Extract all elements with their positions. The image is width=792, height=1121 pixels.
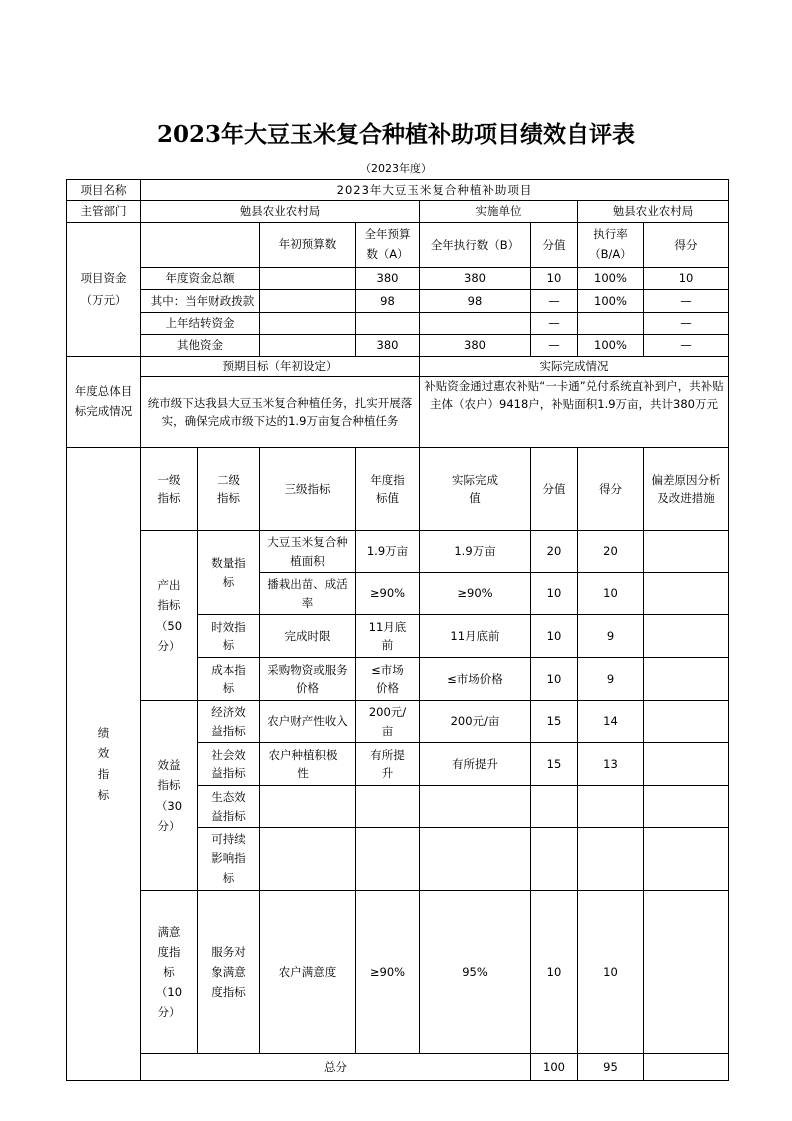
goal-actual: 补贴资金通过惠农补贴“一卡通”兑付系统直补到户，共补贴主体（农户）9418户，补贴面积1.9万亩，共计380万元 xyxy=(420,377,729,448)
empty-cell xyxy=(260,786,356,828)
perf-label xyxy=(67,448,141,1081)
funds-row-exec: 98 xyxy=(420,290,531,313)
funds-row-annual: 380 xyxy=(356,335,420,357)
perf-header-actual: 实际完成值 xyxy=(420,448,531,531)
benefit-social: 社会效益指标 xyxy=(198,743,260,786)
indicator-actual: 200元/亩 xyxy=(420,701,531,743)
benefit-ecological: 生态效益指标 xyxy=(198,786,260,828)
indicator-target: 有所提升 xyxy=(356,743,420,786)
goal-expected-label: 预期目标（年初设定） xyxy=(141,357,420,377)
funds-row-annual: 98 xyxy=(356,290,420,313)
funds-row-initial xyxy=(260,268,356,290)
funds-row-score: — xyxy=(644,313,729,335)
indicator-score: 10 xyxy=(578,573,644,615)
satisfaction-l1: 满意度指标（10分） xyxy=(141,891,198,1054)
impl-label: 实施单位 xyxy=(420,201,578,223)
indicator-actual: ≥90% xyxy=(420,573,531,615)
funds-row-rate xyxy=(578,313,644,335)
perf-header-value: 分值 xyxy=(531,448,578,531)
indicator-score: 10 xyxy=(578,891,644,1054)
indicator-score: 13 xyxy=(578,743,644,786)
indicator-score: 14 xyxy=(578,701,644,743)
empty-cell xyxy=(578,828,644,891)
total-label: 总分 xyxy=(141,1054,531,1081)
funds-header-score-value: 分值 xyxy=(531,223,578,268)
funds-row-name: 年度资金总额 xyxy=(141,268,260,290)
indicator-target: 1.9万亩 xyxy=(356,531,420,573)
output-l1: 产出指标（50分） xyxy=(141,531,198,701)
indicator-actual: 95% xyxy=(420,891,531,1054)
indicator-value: 15 xyxy=(531,701,578,743)
funds-label: 项目资金（万元） xyxy=(67,223,141,357)
indicator-name: 完成时限 xyxy=(260,615,356,658)
funds-row-annual xyxy=(356,313,420,335)
total-remark xyxy=(644,1054,729,1081)
perf-label-text: 绩效指标 xyxy=(97,725,110,802)
evaluation-table xyxy=(66,179,729,1081)
goal-expected: 统市级下达我县大豆玉米复合种植任务，扎实开展落实，确保完成市级下达的1.9万亩复合种植任务 xyxy=(141,377,420,448)
perf-header-l3: 三级指标 xyxy=(260,448,356,531)
empty-cell xyxy=(644,786,729,828)
funds-row-score: — xyxy=(644,290,729,313)
funds-header-blank xyxy=(141,223,260,268)
funds-row-score: — xyxy=(644,335,729,357)
empty-cell xyxy=(578,786,644,828)
indicator-value: 10 xyxy=(531,658,578,701)
empty-cell xyxy=(356,828,420,891)
funds-row-name: 其他资金 xyxy=(141,335,260,357)
indicator-actual: ≤市场价格 xyxy=(420,658,531,701)
empty-cell xyxy=(644,828,729,891)
indicator-name: 农户满意度 xyxy=(260,891,356,1054)
empty-cell xyxy=(531,786,578,828)
satisfaction-l2: 服务对象满意度指标 xyxy=(198,891,260,1054)
empty-cell xyxy=(531,828,578,891)
funds-row-rate: 100% xyxy=(578,268,644,290)
output-quantity: 数量指标 xyxy=(198,531,260,615)
project-name-label: 项目名称 xyxy=(67,180,141,201)
perf-header-target: 年度指标值 xyxy=(356,448,420,531)
indicator-value: 10 xyxy=(531,615,578,658)
funds-header-annual: 全年预算数（A） xyxy=(356,223,420,268)
indicator-score: 9 xyxy=(578,615,644,658)
indicator-target: 200元/亩 xyxy=(356,701,420,743)
benefit-economic: 经济效益指标 xyxy=(198,701,260,743)
page-title: 2023年大豆玉米复合种植补助项目绩效自评表 xyxy=(156,121,635,148)
funds-row-name: 上年结转资金 xyxy=(141,313,260,335)
funds-row-score-value: — xyxy=(531,290,578,313)
funds-row-exec: 380 xyxy=(420,268,531,290)
indicator-name: 大豆玉米复合种植面积 xyxy=(260,531,356,573)
total-value: 100 xyxy=(531,1054,578,1081)
goal-actual-label: 实际完成情况 xyxy=(420,357,729,377)
indicator-target: 11月底前 xyxy=(356,615,420,658)
indicator-name: 农户财产性收入 xyxy=(260,701,356,743)
impl-value: 勉县农业农村局 xyxy=(578,201,729,223)
indicator-name: 采购物资或服务价格 xyxy=(260,658,356,701)
indicator-remark xyxy=(644,573,729,615)
funds-row-exec: 380 xyxy=(420,335,531,357)
indicator-value: 20 xyxy=(531,531,578,573)
funds-row-initial xyxy=(260,290,356,313)
funds-header-score: 得分 xyxy=(644,223,729,268)
output-cost: 成本指标 xyxy=(198,658,260,701)
empty-cell xyxy=(260,828,356,891)
indicator-name: 播栽出苗、成活率 xyxy=(260,573,356,615)
benefit-l1: 效益指标（30分） xyxy=(141,701,198,891)
indicator-remark xyxy=(644,701,729,743)
indicator-target: ≥90% xyxy=(356,573,420,615)
funds-row-score-value: — xyxy=(531,335,578,357)
indicator-value: 10 xyxy=(531,891,578,1054)
indicator-actual: 有所提升 xyxy=(420,743,531,786)
funds-row-score-value: — xyxy=(531,313,578,335)
empty-cell xyxy=(420,786,531,828)
indicator-value: 10 xyxy=(531,573,578,615)
funds-row-initial xyxy=(260,313,356,335)
funds-row-score: 10 xyxy=(644,268,729,290)
benefit-sustainable: 可持续影响指标 xyxy=(198,828,260,891)
funds-row-initial xyxy=(260,335,356,357)
indicator-target: ≥90% xyxy=(356,891,420,1054)
funds-header-rate: 执行率（B/A） xyxy=(578,223,644,268)
indicator-name: 农户种植积极性 xyxy=(260,743,356,786)
perf-header-l2: 二级指标 xyxy=(198,448,260,531)
indicator-target: ≤市场价格 xyxy=(356,658,420,701)
indicator-score: 9 xyxy=(578,658,644,701)
funds-row-score-value: 10 xyxy=(531,268,578,290)
total-score: 95 xyxy=(578,1054,644,1081)
indicator-value: 15 xyxy=(531,743,578,786)
perf-header-l1: 一级指标 xyxy=(141,448,198,531)
funds-header-exec: 全年执行数（B） xyxy=(420,223,531,268)
indicator-remark xyxy=(644,743,729,786)
page-subtitle: （2023年度） xyxy=(360,162,432,175)
indicator-score: 20 xyxy=(578,531,644,573)
indicator-actual: 1.9万亩 xyxy=(420,531,531,573)
dept-value: 勉县农业农村局 xyxy=(141,201,420,223)
indicator-remark xyxy=(644,891,729,1054)
dept-label: 主管部门 xyxy=(67,201,141,223)
funds-row-annual: 380 xyxy=(356,268,420,290)
funds-row-rate: 100% xyxy=(578,290,644,313)
funds-row-exec xyxy=(420,313,531,335)
indicator-remark xyxy=(644,615,729,658)
empty-cell xyxy=(356,786,420,828)
indicator-remark xyxy=(644,658,729,701)
funds-row-name: 其中：当年财政拨款 xyxy=(141,290,260,313)
funds-header-initial: 年初预算数 xyxy=(260,223,356,268)
perf-header-score: 得分 xyxy=(578,448,644,531)
perf-header-remark: 偏差原因分析及改进措施 xyxy=(644,448,729,531)
project-name: 2023年大豆玉米复合种植补助项目 xyxy=(141,180,729,201)
goal-label: 年度总体目标完成情况 xyxy=(67,357,141,448)
indicator-actual: 11月底前 xyxy=(420,615,531,658)
output-timeliness: 时效指标 xyxy=(198,615,260,658)
empty-cell xyxy=(420,828,531,891)
funds-row-rate: 100% xyxy=(578,335,644,357)
indicator-remark xyxy=(644,531,729,573)
